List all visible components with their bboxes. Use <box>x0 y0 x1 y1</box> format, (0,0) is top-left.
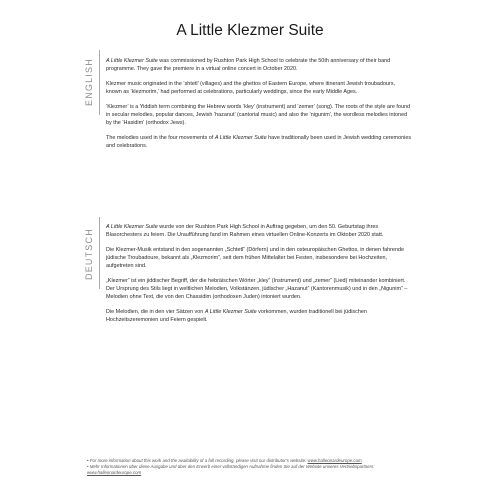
deutsch-paragraph-3: „Klezmer“ ist ein jiddischer Begriff, der die hebräischen Wörter „kley“ (Instrument) und „zemer“ (Lied) miteinander kombiniert. Der Ursprung des Stils liegt in weltlichen Melodien, Volkstänzen, jüdischer „Hazanut“ (Kantorenmusik) und in den „Nigunim“ – Melodien ohne Text, die von den Chassidim (orthodoxen Juden) intoniert wurden. <box>106 278 408 300</box>
footer-note-deutsch <box>87 464 417 476</box>
distributor-link[interactable]: www.halleonardeurope.com <box>87 470 142 475</box>
english-paragraph-1-text: was commissioned by Rushton Park High School to celebrate the 50th anniversary of their band programme. They gave the premiere in a virtual online concert in October 2020. <box>106 58 391 72</box>
english-paragraph-4 <box>106 134 412 150</box>
footer-note-english-text: • For more information about this work and the availability of a full recording, please visit our distributor’s website: <box>87 458 308 463</box>
section-divider-english <box>99 50 100 115</box>
work-title-italic: A Little Klezmer Suite <box>204 309 257 315</box>
deutsch-section <box>106 223 412 331</box>
section-label-english: ENGLISH <box>84 58 94 106</box>
english-paragraph-2: Klezmer music originated in the ‘shtetl’ (villages) and the ghettos of Eastern Europe, where itinerant Jewish troubadours, known as ‘klezmorim,’ had performed at celebrations, particularly weddings, since the early Middle Ages. <box>106 81 396 95</box>
footer-note-deutsch-text: • Mehr Informationen über diese Ausgabe und über den Erwerb einer vollständigen Aufnahme finden Sie auf der Website unseres Vertriebspartners: <box>87 464 375 469</box>
section-divider-deutsch <box>99 217 100 289</box>
distributor-link[interactable]: www.halleonardeurope.com <box>307 458 362 463</box>
deutsch-paragraph-4 <box>106 308 412 324</box>
english-section <box>106 57 412 157</box>
section-label-deutsch: DEUTSCH <box>84 228 94 280</box>
deutsch-paragraph-1 <box>106 223 412 239</box>
english-paragraph-4-before: The melodies used in the four movements of <box>106 135 215 141</box>
english-paragraph-3: ‘Klezmer’ is a Yiddish term combining the Hebrew words ‘kley’ (instrument) and ‘zemer’ (song). The roots of the style are found in secular melodies, popular dances, Jewish ‘hazanut’ (cantorial music) and also the ‘nigunim’, the wordless melodies intoned by the ‘Hasidim’ (orthodox Jews). <box>106 104 411 126</box>
deutsch-paragraph-4-before: Die Melodien, die in den vier Sätzen von <box>106 309 205 315</box>
deutsch-paragraph-1-text: wurde von der Rushton Park High School in Auftrag gegeben, um den 50. Geburtstag ihres Blasorchesters zu feiern. Die Uraufführung fand im Rahmen eines virtuellen Online-Konzerts im Oktober 2020 statt. <box>106 224 384 238</box>
deutsch-paragraph-4-after: vorkommen, wurden traditionell bei jüdischen Hochzeitszeremonien und Feiern gespielt. <box>106 309 367 323</box>
work-title-italic: A Little Klezmer Suite <box>106 58 158 64</box>
work-title-italic: A Little Klezmer Suite <box>106 224 158 230</box>
english-paragraph-4-after: have traditionally been used in Jewish wedding ceremonies and celebrations. <box>106 135 412 149</box>
work-title-italic: A Little Klezmer Suite <box>214 135 267 141</box>
footer-notes <box>87 458 417 476</box>
deutsch-paragraph-2: Die Klezmer-Musik entstand in den sogenannten „Schtetl“ (Dörfern) und in den osteuropäischen Ghettos, in denen fahrende jüdische Troubadoure, bekannt als „Klezmorim“, seit dem frühen Mittelalter bei Festen, insbesondere bei Hochzeiten, aufgetreten sind. <box>106 247 405 269</box>
page-title: A Little Klezmer Suite <box>176 22 324 39</box>
english-paragraph-1 <box>106 57 412 73</box>
